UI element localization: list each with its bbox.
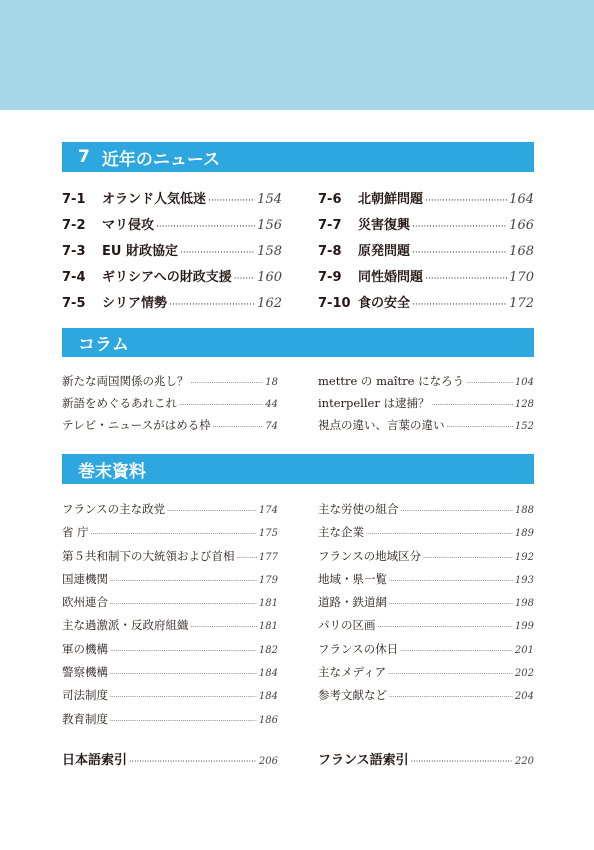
entry-page: 164	[509, 192, 534, 207]
toc-entry[interactable]	[62, 641, 278, 664]
entry-page: 168	[509, 244, 534, 259]
dot-leader	[156, 222, 255, 232]
dot-leader	[411, 757, 513, 766]
dot-leader	[129, 757, 257, 766]
dot-leader	[191, 624, 257, 631]
entry-id: 7-7	[318, 218, 342, 233]
entry-id: 7-1	[62, 192, 86, 207]
entry-page: 189	[514, 528, 534, 540]
entry-title: フランス語索引	[318, 753, 409, 768]
entry-title: 司法制度	[62, 688, 108, 703]
annex-list-left	[62, 501, 278, 734]
entry-title: 地域・県一覧	[318, 571, 387, 586]
entry-title: 視点の違い、言葉の違い	[318, 418, 445, 432]
toc-entry[interactable]	[318, 292, 534, 318]
section-title: 巻末資料	[78, 461, 146, 482]
entry-title: 食の安全	[358, 296, 411, 311]
toc-entry[interactable]	[318, 417, 534, 439]
dot-leader	[425, 274, 507, 284]
dot-leader	[466, 380, 513, 387]
dot-leader	[378, 624, 513, 631]
toc-entry[interactable]	[62, 594, 278, 617]
dot-leader	[110, 718, 257, 725]
dot-leader	[389, 694, 513, 701]
entry-title: 参考文献など	[318, 688, 387, 703]
entry-page: 193	[514, 574, 534, 586]
entry-page: 186	[258, 714, 278, 726]
entry-title: 新たな両国関係の兆し？	[62, 374, 189, 388]
entry-id: 7-8	[318, 244, 342, 259]
news-list-left	[62, 188, 282, 318]
section-header-annex	[62, 454, 534, 484]
entry-page: 170	[509, 270, 534, 285]
dot-leader	[180, 248, 255, 258]
toc-entry[interactable]	[62, 501, 278, 524]
dot-leader	[423, 555, 513, 562]
toc-entry[interactable]	[318, 548, 534, 571]
dot-leader	[412, 300, 507, 310]
dot-leader	[401, 508, 513, 515]
entry-page: 166	[509, 218, 534, 233]
dot-leader	[237, 555, 257, 562]
entry-page: 104	[514, 377, 534, 388]
entry-page: 220	[514, 756, 534, 767]
entry-title: パリの区画	[318, 618, 376, 633]
toc-entry[interactable]	[318, 571, 534, 594]
toc-entry[interactable]	[62, 395, 278, 417]
toc-entry[interactable]	[318, 664, 534, 687]
entry-title: 第５共和制下の大統領および首相	[62, 548, 235, 563]
entry-page: 188	[514, 505, 534, 516]
entry-title: 北朝鮮問題	[358, 192, 424, 207]
toc-entry[interactable]	[62, 687, 278, 710]
entry-page: 177	[258, 551, 278, 563]
column-list-right	[318, 373, 534, 439]
toc-entry[interactable]	[318, 266, 534, 292]
entry-title: interpeller は逮捕？	[318, 396, 430, 410]
dot-leader	[179, 402, 263, 409]
entry-page: 206	[258, 756, 278, 767]
entry-title: 原発問題	[358, 244, 411, 259]
entry-title: 省 庁	[62, 525, 89, 540]
toc-entry[interactable]	[62, 266, 282, 292]
entry-title: 災害復興	[358, 218, 411, 233]
dot-leader	[110, 694, 257, 701]
entry-page: 128	[514, 399, 534, 410]
toc-entry[interactable]	[318, 641, 534, 664]
section-title: コラム	[78, 335, 129, 355]
dot-leader	[110, 648, 257, 655]
entry-title: オランド人気低迷	[102, 192, 207, 207]
entry-page: 174	[258, 505, 278, 516]
entry-title: 新語をめぐるあれこれ	[62, 396, 177, 410]
toc-entry[interactable]	[62, 188, 282, 214]
toc-entry[interactable]	[62, 571, 278, 594]
dot-leader	[91, 531, 257, 538]
entry-title: シリア情勢	[102, 296, 168, 311]
dot-leader	[110, 671, 257, 678]
entry-page: 74	[265, 421, 278, 432]
toc-entry[interactable]	[318, 687, 534, 710]
toc-entry[interactable]	[62, 417, 278, 439]
entry-page: 184	[258, 691, 278, 703]
toc-entry[interactable]	[62, 240, 282, 266]
dot-leader	[191, 380, 264, 387]
index-japanese	[62, 749, 278, 769]
dot-leader	[234, 274, 255, 284]
news-list-right	[318, 188, 534, 318]
top-color-band	[0, 0, 594, 110]
entry-page: 44	[265, 399, 278, 410]
entry-page: 181	[258, 621, 278, 633]
entry-title: 軍の機構	[62, 641, 108, 656]
entry-page: 184	[258, 668, 278, 680]
toc-entry[interactable]	[318, 240, 534, 266]
toc-entry[interactable]	[318, 373, 534, 395]
dot-leader	[432, 402, 513, 409]
entry-title: 同性婚問題	[358, 270, 424, 285]
entry-title: 警察機構	[62, 665, 108, 680]
entry-title: 主なメディア	[318, 665, 387, 680]
entry-title: mettre の maître になろう	[318, 374, 465, 388]
entry-title: フランスの休日	[318, 641, 399, 656]
entry-title: 主な労使の組合	[318, 502, 399, 516]
toc-entry[interactable]	[62, 214, 282, 240]
entry-page: 152	[514, 421, 534, 432]
entry-page: 172	[509, 296, 534, 311]
toc-entry[interactable]	[318, 594, 534, 617]
toc-entry[interactable]	[62, 548, 278, 571]
entry-page: 182	[258, 644, 278, 656]
toc-entry[interactable]	[318, 214, 534, 240]
toc-entry[interactable]	[62, 749, 278, 769]
dot-leader	[110, 578, 257, 585]
toc-entry[interactable]	[62, 711, 278, 734]
entry-title: 主な過激派・反政府組織	[62, 618, 189, 633]
annex-list-right	[318, 501, 534, 711]
entry-title: 教育制度	[62, 711, 108, 726]
dot-leader	[389, 578, 513, 585]
entry-title: 国連機関	[62, 571, 108, 586]
toc-entry[interactable]	[62, 664, 278, 687]
toc-entry[interactable]	[62, 617, 278, 640]
entry-page: 160	[257, 270, 282, 285]
entry-title: 主な企業	[318, 525, 364, 540]
toc-entry[interactable]	[318, 188, 534, 214]
entry-id: 7-3	[62, 244, 86, 259]
toc-entry[interactable]	[318, 501, 534, 524]
dot-leader	[412, 222, 507, 232]
dot-leader	[169, 300, 255, 310]
dot-leader	[425, 196, 507, 206]
toc-entry[interactable]	[62, 373, 278, 395]
dot-leader	[400, 648, 513, 655]
entry-page: 192	[514, 551, 534, 563]
entry-title: 欧州連合	[62, 595, 108, 610]
entry-title: 道路・鉄道網	[318, 595, 387, 610]
entry-id: 7-2	[62, 218, 86, 233]
entry-page: 18	[265, 377, 278, 388]
entry-page: 154	[257, 192, 282, 207]
dot-leader	[389, 601, 513, 608]
toc-entry[interactable]	[318, 617, 534, 640]
entry-page: 181	[258, 598, 278, 610]
toc-entry[interactable]	[318, 395, 534, 417]
column-list-left	[62, 373, 278, 439]
entry-title: EU 財政協定	[102, 244, 178, 259]
dot-leader	[412, 248, 507, 258]
toc-entry[interactable]	[62, 524, 278, 547]
dot-leader	[208, 196, 255, 206]
section-number: 7	[78, 147, 90, 167]
toc-entry[interactable]	[62, 292, 282, 318]
entry-page: 175	[258, 528, 278, 540]
entry-id: 7-6	[318, 192, 342, 207]
section-title: 近年のニュース	[101, 149, 220, 170]
dot-leader	[388, 671, 513, 678]
dot-leader	[366, 531, 513, 538]
entry-page: 204	[514, 691, 534, 703]
entry-id: 7-9	[318, 270, 342, 285]
entry-page: 202	[514, 668, 534, 680]
entry-title: フランスの地域区分	[318, 548, 422, 563]
entry-title: マリ侵攻	[102, 218, 155, 233]
entry-title: 日本語索引	[62, 753, 128, 768]
entry-page: 158	[257, 244, 282, 259]
section-header-column	[62, 328, 534, 357]
entry-page: 156	[257, 218, 282, 233]
entry-title: テレビ・ニュースがはめる枠	[62, 418, 211, 432]
toc-entry[interactable]	[318, 749, 534, 769]
entry-id: 7-5	[62, 296, 86, 311]
entry-id: 7-10	[318, 296, 351, 311]
entry-page: 198	[514, 598, 534, 610]
entry-title: フランスの主な政党	[62, 502, 166, 516]
index-french	[318, 749, 534, 769]
entry-title: ギリシアへの財政支援	[102, 270, 232, 285]
entry-page: 179	[258, 574, 278, 586]
dot-leader	[213, 424, 264, 431]
dot-leader	[110, 601, 257, 608]
entry-page: 162	[257, 296, 282, 311]
dot-leader	[167, 508, 257, 515]
entry-page: 199	[514, 621, 534, 633]
toc-entry[interactable]	[318, 524, 534, 547]
entry-page: 201	[514, 644, 534, 656]
entry-id: 7-4	[62, 270, 86, 285]
dot-leader	[447, 424, 513, 431]
section-header-news	[62, 142, 534, 172]
